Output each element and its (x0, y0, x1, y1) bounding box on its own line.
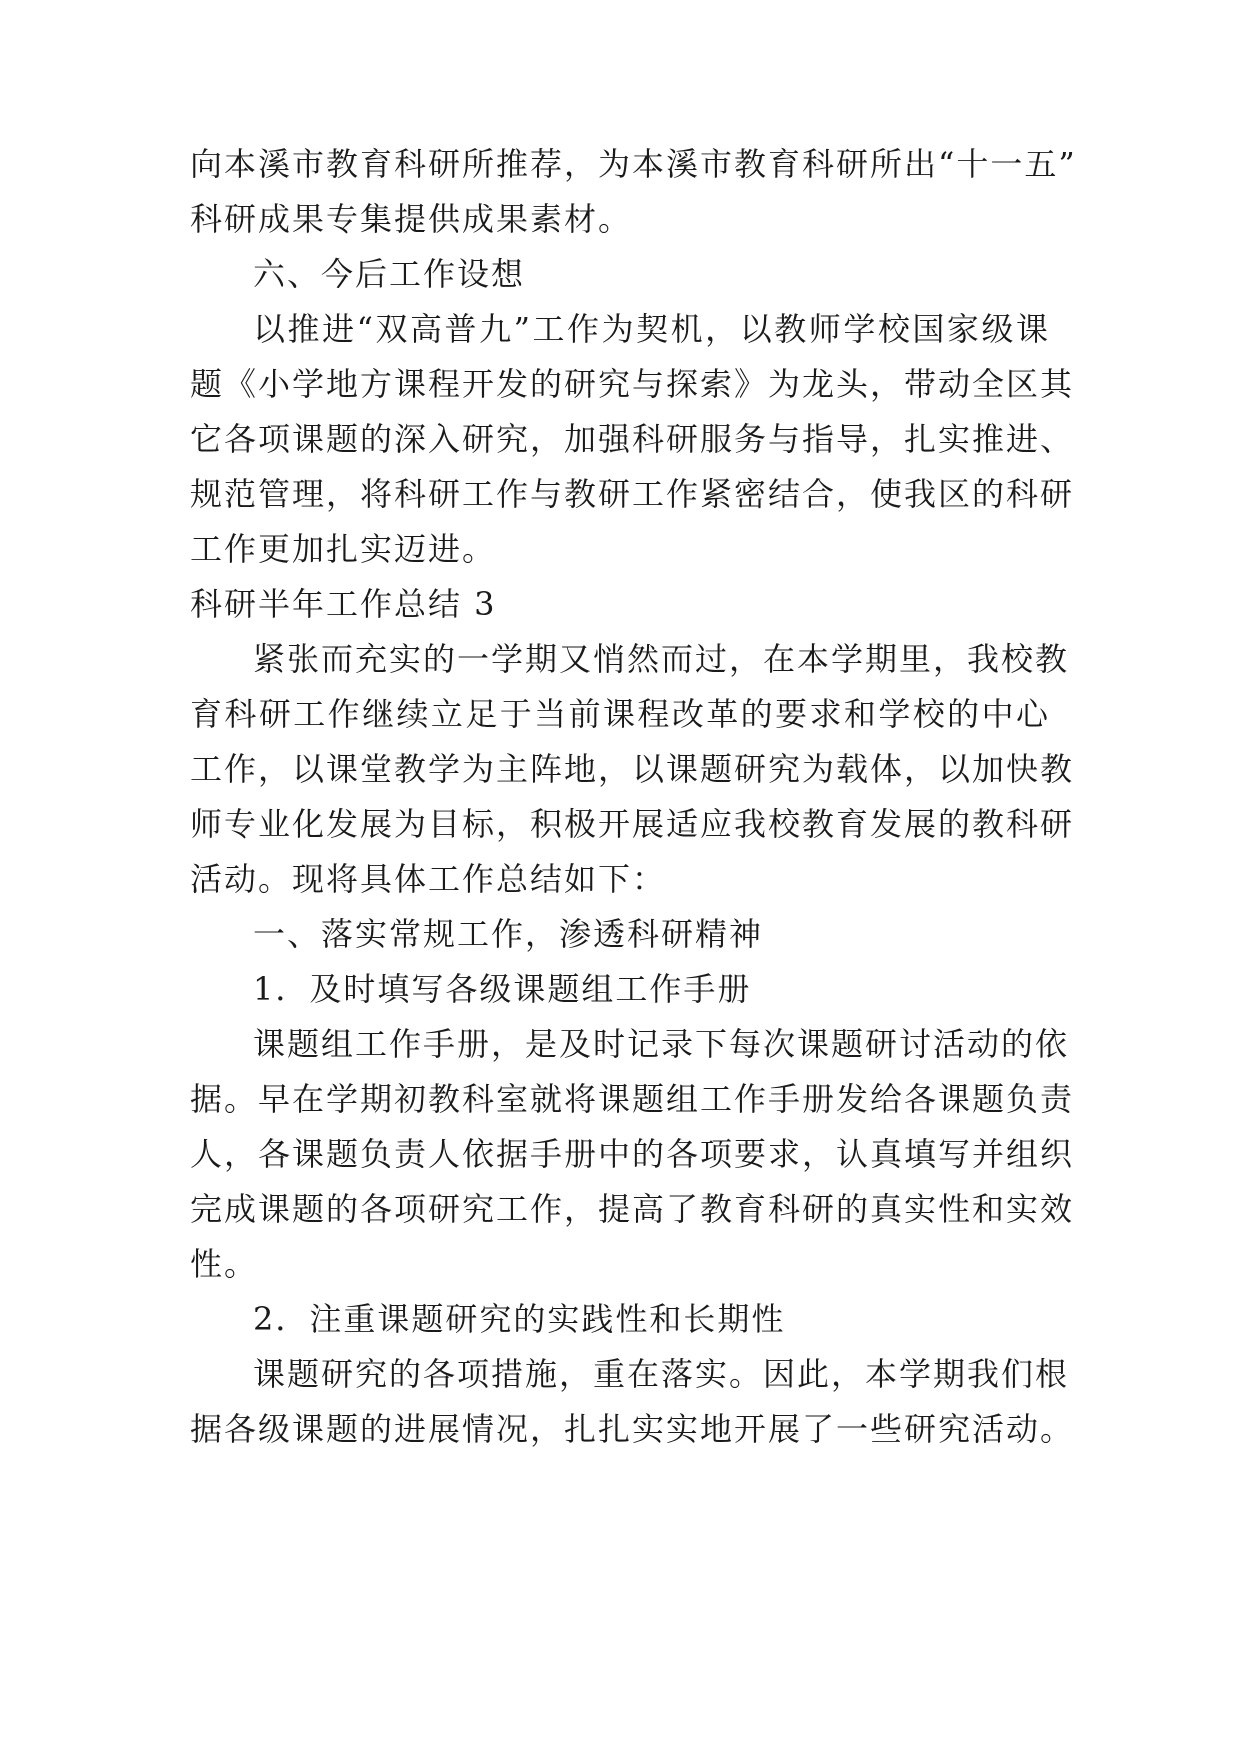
paragraph-line: 性。 (190, 1245, 259, 1283)
paragraph-line: 规范管理，将科研工作与教研工作紧密结合，使我区的科研 (190, 475, 1075, 513)
paragraph-line: 工作更加扎实迈进。 (190, 530, 497, 568)
paragraph-line: 向本溪市教育科研所推荐，为本溪市教育科研所出“十一五” (190, 145, 1077, 183)
paragraph-line: 紧张而充实的一学期又悄然而过，在本学期里，我校教 (253, 640, 1070, 678)
paragraph-line: 完成课题的各项研究工作，提高了教育科研的真实性和实效 (190, 1190, 1075, 1228)
paragraph-line: 据各级课题的进展情况，扎扎实实地开展了一些研究活动。 (190, 1410, 1075, 1448)
paragraph-line: 活动。现将具体工作总结如下： (190, 860, 667, 898)
paragraph-line: 课题组工作手册，是及时记录下每次课题研讨活动的依 (253, 1025, 1070, 1063)
document-title: 科研半年工作总结 3 (190, 585, 497, 623)
paragraph-line: 师专业化发展为目标，积极开展适应我校教育发展的教科研 (190, 805, 1075, 843)
section-heading: 一、落实常规工作，渗透科研精神 (253, 915, 764, 953)
paragraph-line: 以推进“双高普九”工作为契机，以教师学校国家级课 (253, 310, 1050, 348)
subsection-heading: 2．注重课题研究的实践性和长期性 (253, 1300, 786, 1338)
subsection-heading: 1．及时填写各级课题组工作手册 (253, 970, 752, 1008)
paragraph-line: 育科研工作继续立足于当前课程改革的要求和学校的中心 (190, 695, 1050, 733)
paragraph-line: 人，各课题负责人依据手册中的各项要求，认真填写并组织 (190, 1135, 1075, 1173)
paragraph-line: 科研成果专集提供成果素材。 (190, 200, 633, 238)
section-heading: 六、今后工作设想 (253, 255, 526, 293)
paragraph-line: 据。早在学期初教科室就将课题组工作手册发给各课题负责 (190, 1080, 1075, 1118)
paragraph-line: 工作，以课堂教学为主阵地，以课题研究为载体，以加快教 (190, 750, 1075, 788)
paragraph-line: 课题研究的各项措施，重在落实。因此，本学期我们根 (253, 1355, 1070, 1393)
paragraph-line: 它各项课题的深入研究，加强科研服务与指导，扎实推进、 (190, 420, 1075, 458)
paragraph-line: 题《小学地方课程开发的研究与探索》为龙头，带动全区其 (190, 365, 1075, 403)
